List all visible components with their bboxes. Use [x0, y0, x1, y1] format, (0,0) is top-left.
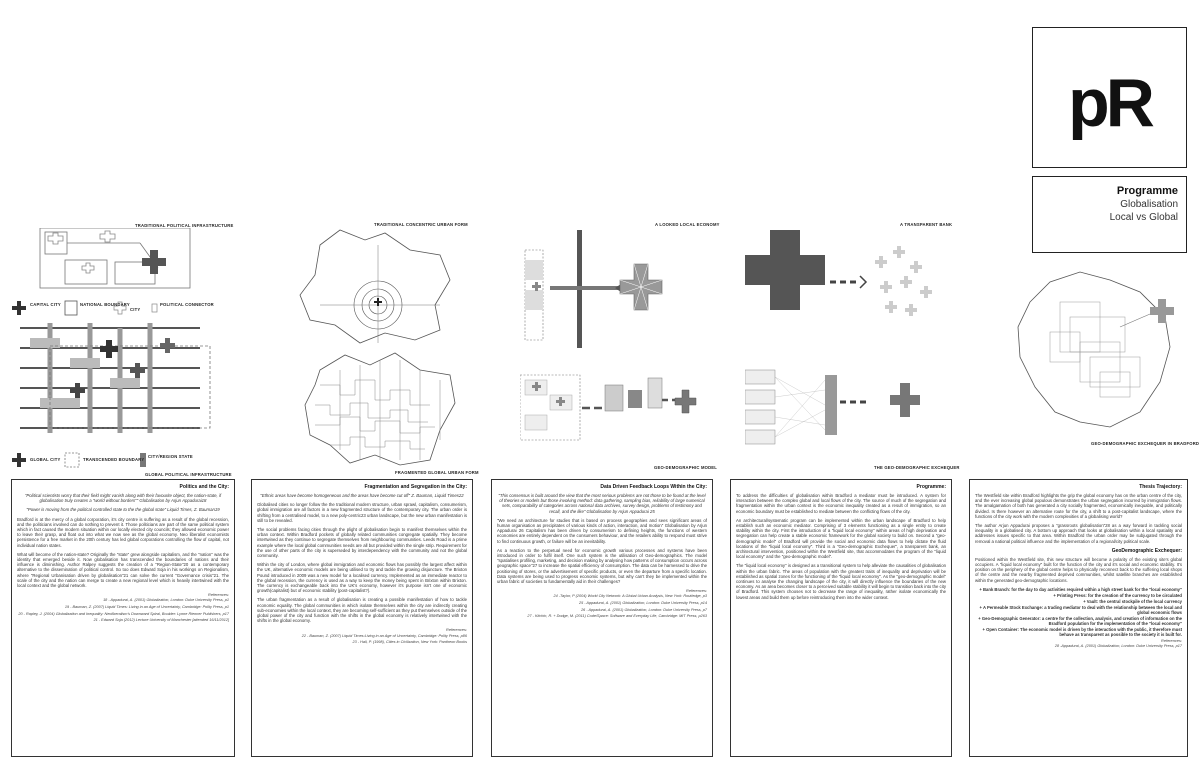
caption-looked-local: A LOOKED LOCAL ECONOMY	[655, 222, 720, 227]
paragraph: An architectural/systematic program can be implemented within the urban landscape of Bradford to help establish such an economic mediator. Comprising of 3 elements functioning as a single entity to create stability within the city. First the introduction of a "liquid local economy" within areas of high deprivation and segregation can help create a stable economic framework for the global society to build on. Second a "geo-demographic model" of Bradford will provide the social and economic data flows to help dictate the fluid locations of the "liquid local economy". Third is a "Geo-demographic Exchequer", a transparent bank, an architectural intervention, positioned within the Westfield site, that accommodates the program of the "liquid local economy" and the "geo-demographic model".	[736, 517, 946, 560]
panel-subtitle: GeoDemographic Exchequer:	[1111, 547, 1182, 554]
caption-transparent-bank: A TRANSPARENT BANK	[900, 222, 953, 227]
caption-geo-model: GEO-DEMOGRAPHIC MODEL	[654, 465, 718, 470]
transparent-bank-diagram	[745, 230, 945, 462]
paragraph: Within the city of London, where global immigration and economic flows has possibly the largest affect within the UK, alternative economic models are being utilised to try and tackle the growing disjuncture. The Brixton Pound introduced in 2009 was a new model for a localised currency. Implemented as an immediate reactor to the global recession, the currency is used as a way to keep the money being spent in Brixton within Brixton. The currency is exchangeable back into the UK's economy, however it's purpose isn't one of economic growth(capitalist) but of economic stability (post-capitalist?).	[257, 562, 467, 594]
reference: 23 - Hall, P. (1998), Cities in Civilization, New York: Pantheon Books	[352, 640, 467, 645]
programme-box	[1032, 176, 1187, 253]
quote: "Power is moving from the political controlled state to the the global state" Liquid Times, Z. Bauman19	[26, 507, 220, 513]
legend-city: CITY	[130, 307, 141, 312]
reference: 22 - Bauman, Z. (2007) Liquid Times:Living in an Age of Uncertainty, Cambridge: Polity Press, p86	[301, 633, 467, 638]
legend-city-region-state: CITY/REGION STATE	[148, 454, 193, 459]
reference: 28 -Appadurai, A. (2001) Globalization, London: Duke University Press, p17	[1054, 644, 1182, 649]
legend-political-connector: POLITICAL CONNECTOR	[160, 302, 214, 307]
legend-national-boundary: NATIONAL BOUNDARY	[80, 302, 130, 307]
bradford-map-diagram	[1000, 262, 1190, 437]
reference: 24 -Taylor, P (2004) World City Network: A Global Urban Analysis, New York: Routledge, p3	[553, 594, 707, 599]
paragraph: What will become of the nation-state? Originally the "state" grew alongside capitalism, and the "nation" was the identity that emerged beside it. Now globalisation has transcended the boundaries of nations and their influence is diminishing. Author Ralpey suggests the creation of a "Region-State"20 as a contemporary alternative to the dissemination of political control. So too does Edward Soja in his workings on Regionalism, where "Regional Urbanisation driven by globalisation"21 can solve the current "Governance crisis"21. The scale of the city and the nation can merge to create a new regional level which is heavily intertwined with the local context and the global network.	[17, 551, 229, 589]
caption-geo-exchequer: THE GEO-DEMOGRAPHIC EXCHEQUER	[874, 465, 960, 470]
paragraph: As a reaction to the perpetual need for economic growth various processes and systems have been introduced in order to fulfil itself. One such system is the utilisation of Geo-demographics. The model "spatialises profiling, marketing, and decision making by analysing how patterns of consumption occurs across geographic space"27 to increase the spatial efficiency of consumption. The data can be harnessed to drive the positioning of stores, or the advertisement of specific products, or even the departure from a specific location. Data systems are being used to progress economic systems, but why can't they be implemented within the urban fabric of societies to fundamentally aid in their challenges?	[497, 547, 707, 585]
list-item: + Bank Branch: for the day to day activities required within a high street bank for the "local economy"	[979, 586, 1182, 592]
paragraph: The social problems facing cities through the plight of globalisation begin to manifest themselves within the urban context. Within Bradford pockets of globally related communities congregate spatially. They become intertwined as they continue to segregate themselves from neighbouring communities. Leeds Road is a prime example where the local global communities needs are all but provided within the single strip. Requirement for the use of other parts of the city is superseded by interdependency with the community and not the global community.	[257, 527, 467, 559]
programme-title: Programme	[1116, 185, 1178, 197]
logo-box	[1032, 27, 1187, 168]
quote: "Political scientists worry that their field might vanish along with their favourite object, the nation-state, if globalisation truly creates a "world without borders"" Globalisation by Arjun Appadurai18	[24, 493, 222, 504]
caption-traditional-political: TRADITIONAL POLITICAL INFRASTRUCTURE	[135, 223, 234, 228]
logo: pR	[1068, 65, 1151, 141]
references-heading: References:	[1161, 637, 1182, 643]
list-item: + Open Container: The economic model is driven by the interaction with the public, it therefore must behave as transparent as possible to the society it is built for.	[982, 626, 1182, 637]
panel-title: Politics and the City:	[179, 484, 229, 490]
paragraph: The "liquid local economy" is designed as a transitional system to help alleviate the causalities of globalisation within the urban fabric. The areas of population with the greatest traits of inequality and deprivation will be established as spatial zones for the functioning of the "liquid local economy". As the "geo-demographic model" continues to analyse the changing landscape of the city, it will directly influence the boundaries of the new economy. As an area becomes closer to a perceived suitable stability it will begin to transition back into the city of Bradford. This system chooses not to decrease the range of inequality, rather isolate economically the lowest areas and build them up before reintroducing them into the wider context.	[736, 563, 946, 600]
paragraph: To address the difficulties of globalisation within Bradford a mediator must be introduced. A system for interaction between the complex global and local flows of the city. The source of much of the segregation and fragmentation within the urban context is the economic inequality created as a result of immigration, so an economic boundary must be established to mediate between the conflicting flows of the city.	[736, 493, 946, 514]
panel-fragmentation	[251, 479, 473, 757]
reference: 26 - Appadurai, A. (2001) Globalization, London: Duke University Press, p7	[581, 607, 707, 612]
quote: "Ethnic areas have become homogeneous and the areas have become cut off" Z. Bauman, Liquid Times22	[260, 493, 464, 498]
references-heading: References:	[446, 627, 467, 633]
urban-form-diagram	[290, 225, 460, 475]
panel-programme	[730, 479, 952, 757]
paragraph: Globalised cities no longer follow the the traditional modern structure, urban sprawl, capitalism, consumerism, global immigration are all factors in a new fragmented structure of the contemporary city. The urban order is shifting from a centralised model, to a new poly-centric23 urban landscape, but the new urban manifestation is still to be revealed.	[257, 502, 467, 523]
legend-capital-city: CAPITAL CITY	[30, 302, 61, 307]
list-item: + Vault: the central stockpile of the local currency	[1083, 598, 1182, 604]
caption-geo-bradford: GEO-DEMOGRAPHIC EXCHEQUER IN BRADFORD	[1091, 441, 1200, 446]
legend-global-city: GLOBAL CITY	[30, 457, 61, 462]
paragraph: The author Arjun Appadurai proposes a "grassroots globalisation"28 as a way forward in tackling social inequality in a globalised city. A bottom up approach that looks at globalisation within a local spatiality and addresses issues specific to that area. Within Bradford the urban order may be subjugated through the removal a national political influence and the implementation of a regional/city political scale.	[975, 523, 1182, 544]
local-economy-diagram	[520, 230, 700, 462]
panel-title: Programme:	[916, 484, 946, 490]
paragraph: The urban fragmentation as a result of globalisation is creating a possible manifestation of how to tackle economic equality. The global communities in which isolate themselves within the city are indirectly creating sub-economies within the local context, they are becoming self-sufficient as they put themselves outside of the global power of the city and function with the shifts in the global economy is relatively intertwined with the shifts in the global economy.	[257, 597, 467, 624]
reference: 18 - Appadurai, A. (2001) Globalization, London: Duke University Press, p1	[103, 598, 229, 603]
references-heading: References:	[208, 592, 229, 598]
reference: 20 - Rapley, J. (2004) Globalization and Inequality: Neoliberalism's Downward Spiral, Boulder: Lynne Rienner Publishers, p17	[18, 611, 229, 616]
caption-fragmented-urban: FRAGMENTED GLOBAL URBAN FORM	[395, 470, 479, 475]
paragraph: "We need an architecture for studies that is based on process geographies and sees significant areas of human organisation as precipitates of various kinds of action, interaction, and motion" Globalisation by Arjun Appadurai 26 Capitalism has been driven by consumerism to defining heights, the functions of western economies are entirely dependent on the consumers behaviour, and the retailers ability to respond must strive to find continuous growth, or failure will be an inevitability.	[497, 517, 707, 544]
list-item: + A Permeable Stock Exchange: a trading mediator to deal with the relationship between the local and global economic flows	[979, 604, 1182, 615]
paragraph: Positioned within the Westfield site, this new structure will become a polarity of the existing site's global occupiers. A "liquid local economy" built for the function of the city and it's social and economic stability. It's position on the periphery of the global centre helps to physically reconnect back to the suffering local shops of the centre and the nearby fragmented deprived communities, whilst satellite branches are established within the generated geo-demographic locations.	[975, 556, 1182, 583]
panel-title: Fragmentation and Segregation in the City:	[364, 484, 467, 490]
paragraph: Bradford is at the mercy of a global corporation, it's city centre is suffering as a result of the global recession, and the politicians involved can do nothing to prevent it. Those politicians are part of the same political system which in fact caused the modern situation within our locally elected city councils; they allowed economic power to leave their grasp, and float out into what we now see as the global economy. Neo liberalist economists persistence for a free market in the 20th century has led global corporations controlling the flow of capital, not individual nation states.	[17, 516, 229, 548]
caption-traditional-urban: TRADITIONAL CONCENTRIC URBAN FORM	[374, 222, 468, 227]
quote: "This consensus is built around the view that the most serious problems are not those to be found at the level of theories or models but those involving method: data gathering, sampling bias, reliability of large numerical sets, comparability of categories across national data archives, survey design, problems of testimony and recall, and the like" Globalisation by Arjun Appadurai 25	[498, 493, 706, 514]
political-infrastructure-diagram	[10, 228, 235, 468]
legend-transcended-boundary: TRANSCENDED BOUNDARY	[83, 457, 145, 462]
references-heading: References:	[686, 588, 707, 594]
reference: 25 - Appadurai, A. (2001) Globalization, London: Duke University Press, p14	[578, 601, 707, 606]
caption-global-political: GLOBAL POLITICAL INFRASTRUCTURE	[145, 472, 232, 477]
programme-subtitle: Globalisation	[1120, 199, 1178, 210]
panel-thesis	[969, 479, 1188, 757]
list-item: + Geo-Demographic Generator: a centre for the collection, analysis, and creation of information on the Bradford population for the implementation of the "local economy"	[978, 615, 1182, 626]
reference: 27 - Kitchin, R. + Dodge, M. (2011) Code/Space: Software and Everyday Life, Cambridge: MIT Press, p263	[527, 614, 707, 619]
reference: 19 - Bauman, Z. (2007) Liquid Times: Living in an Age of Uncertainty, Cambridge: Polity Press, p1	[64, 605, 229, 610]
panel-data-driven	[491, 479, 713, 757]
panel-title: Data Driven Feedback Loops Within the City:	[600, 484, 707, 490]
list-item: + Printing Press: for the creation of the currency to be circulated	[1053, 592, 1182, 598]
panel-title: Thesis Trajectory:	[1139, 484, 1182, 490]
panel-politics-city	[11, 479, 235, 757]
programme-subtitle-2: Local vs Global	[1109, 212, 1178, 223]
paragraph: The Westfield site within Bradford highlights the grip the global economy has on the urban centre of the city, and the ever increasing global populous demonstrates the urban segregation incurred by immigration flows. The amalgamation of both has generated a city socially fragmented, economically inequable, and politically divided. Is there however an alternative route for the city, a shift to a post-capitalist landscape, where the functions of the city work with the modern complexities of a globalising world?	[975, 493, 1182, 519]
reference: 21 - Edward Soja (2012) Lecture University of Manchester [attended 16/11/2012]	[93, 618, 229, 623]
